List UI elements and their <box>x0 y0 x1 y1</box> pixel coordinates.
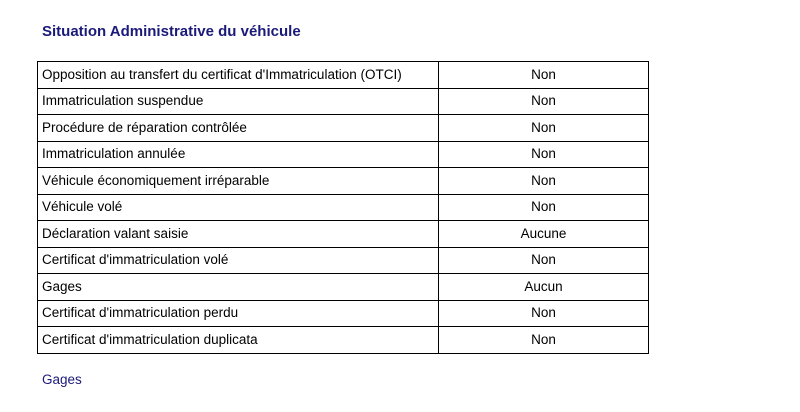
row-label: Immatriculation suspendue <box>38 88 439 115</box>
row-value: Non <box>439 88 649 115</box>
gages-section-title: Gages <box>42 372 82 387</box>
row-label: Certificat d'immatriculation perdu <box>38 300 439 327</box>
table-row <box>38 168 649 195</box>
row-value: Non <box>439 141 649 168</box>
row-label: Gages <box>38 274 439 301</box>
table-row <box>38 327 649 354</box>
row-value: Non <box>439 62 649 89</box>
row-label: Certificat d'immatriculation volé <box>38 247 439 274</box>
row-value: Non <box>439 194 649 221</box>
row-label: Véhicule économiquement irréparable <box>38 168 439 195</box>
table-row <box>38 247 649 274</box>
row-value: Aucun <box>439 274 649 301</box>
row-label: Certificat d'immatriculation duplicata <box>38 327 439 354</box>
table-row <box>38 62 649 89</box>
row-label: Procédure de réparation contrôlée <box>38 115 439 142</box>
row-value: Non <box>439 247 649 274</box>
row-value: Non <box>439 168 649 195</box>
table-row <box>38 141 649 168</box>
row-label: Véhicule volé <box>38 194 439 221</box>
table-row <box>38 221 649 248</box>
row-value: Non <box>439 327 649 354</box>
row-value: Non <box>439 300 649 327</box>
table-row <box>38 274 649 301</box>
row-value: Aucune <box>439 221 649 248</box>
section-title: Situation Administrative du véhicule <box>42 23 301 40</box>
table-row <box>38 115 649 142</box>
table-row <box>38 300 649 327</box>
row-value: Non <box>439 115 649 142</box>
table-row <box>38 194 649 221</box>
row-label: Immatriculation annulée <box>38 141 439 168</box>
vehicle-status-table <box>37 61 649 354</box>
row-label: Opposition au transfert du certificat d'Immatriculation (OTCI) <box>38 62 439 89</box>
row-label: Déclaration valant saisie <box>38 221 439 248</box>
table-row <box>38 88 649 115</box>
